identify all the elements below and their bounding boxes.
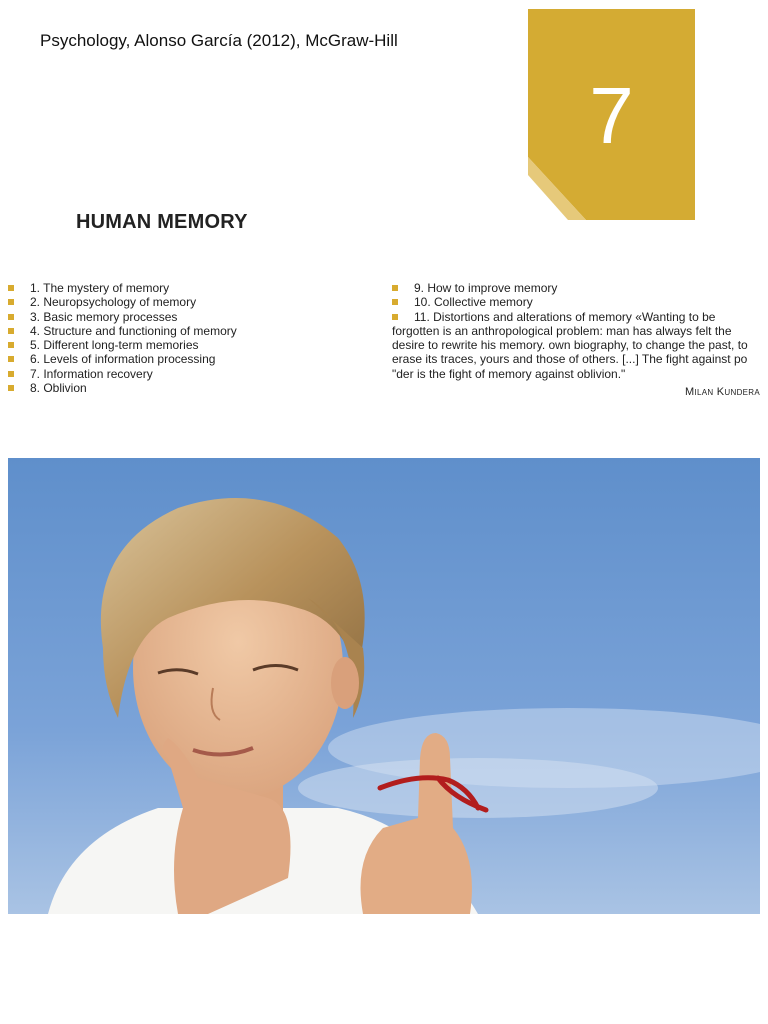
contents-item: 1. The mystery of memory (8, 281, 368, 295)
square-bullet-icon (8, 328, 14, 334)
square-bullet-icon (8, 342, 14, 348)
quote-text: forgotten is an anthropological problem: man has always felt the desire to rewrite his memory. own biography, to change the past, to erase its traces, yours and those of others. [...] The fight against po "der is the fight of memory against oblivion." (392, 323, 748, 381)
contents-item: 8. Oblivion (8, 381, 368, 395)
chapter-contents-left (8, 281, 368, 395)
square-bullet-icon (392, 285, 398, 291)
chapter-number: 7 (589, 71, 634, 160)
quote-author: Milan Kundera (684, 386, 760, 398)
square-bullet-icon (392, 314, 398, 320)
square-bullet-icon (392, 299, 398, 305)
contents-item: 9. How to improve memory (392, 281, 762, 295)
square-bullet-icon (8, 285, 14, 291)
chapter-title: HUMAN MEMORY (76, 211, 248, 233)
square-bullet-icon (8, 314, 14, 320)
contents-item: 7. Information recovery (8, 367, 368, 381)
square-bullet-icon (8, 356, 14, 362)
chapter-photo (8, 458, 760, 914)
chapter-contents-right (392, 281, 762, 381)
square-bullet-icon (8, 299, 14, 305)
contents-item: 4. Structure and functioning of memory (8, 324, 368, 338)
contents-item: 2. Neuropsychology of memory (8, 295, 368, 309)
chapter-number-tab (528, 9, 695, 220)
contents-item: 5. Different long-term memories (8, 338, 368, 352)
boy-with-string-on-finger-illustration (8, 458, 760, 914)
book-citation: Psychology, Alonso García (2012), McGraw-Hill (40, 31, 398, 50)
contents-item: 10. Collective memory (392, 295, 762, 309)
square-bullet-icon (8, 385, 14, 391)
contents-item: 6. Levels of information processing (8, 352, 368, 366)
contents-item: 3. Basic memory processes (8, 310, 368, 324)
contents-item: 11. Distortions and alterations of memory «Wanting to be (392, 310, 762, 324)
square-bullet-icon (8, 371, 14, 377)
